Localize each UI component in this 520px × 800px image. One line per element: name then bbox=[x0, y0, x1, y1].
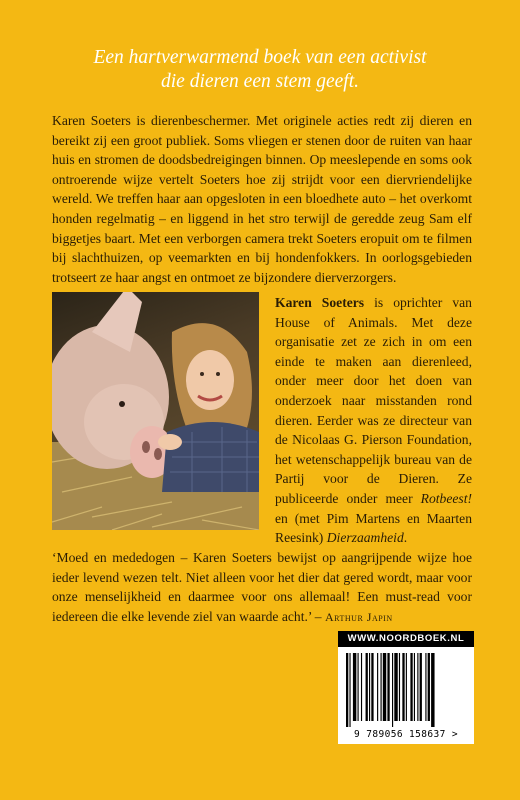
intro-paragraph: Karen Soeters is dierenbeschermer. Met originele acties redt zij dieren en bereikt zij een groot publiek. Soms vliegen er stenen door de ruiten van haar huis en stromen de doodsbedreigingen binnen. Op meeslepende en soms ook ontroerende wijze vertelt Soeters hoe zij strijdt voor een diervriendelijke wereld. We treffen haar aan opgesloten in een bloedhete auto – het overkomt honden regelmatig – en liggend in het stro terwijl de geredde zeug Sam elf biggetjes baart. Met een verborgen camera trekt Soeters eropuit om te filmen bij slachthuizen, op veemarkten en bij hondenfokkers. In oorlogsgebieden trotseert ze haar angst en ontmoet ze bijzondere dierverzorgers. bbox=[52, 113, 472, 285]
tagline bbox=[0, 46, 520, 94]
endorsement-quote bbox=[52, 548, 472, 627]
barcode-bar bbox=[410, 653, 412, 721]
barcode-bar bbox=[417, 653, 418, 721]
bio-text-3: . bbox=[403, 530, 408, 546]
tagline-line-1: Een hartverwarmend boek van een activist bbox=[93, 47, 427, 68]
barcode-bar bbox=[371, 653, 373, 721]
bio-text-2: en (met Pim Martens en Maarten Reesink) bbox=[275, 510, 472, 546]
barcode-bar bbox=[349, 653, 350, 727]
isbn-number: 9 789056 158637 > bbox=[353, 729, 459, 740]
barcode-bar bbox=[377, 653, 378, 721]
quote-author: Arthur Japin bbox=[324, 609, 393, 624]
author-bio bbox=[275, 293, 472, 548]
quote-dash: – bbox=[311, 608, 325, 624]
book-title-1: Rotbeest! bbox=[420, 490, 472, 506]
barcode-bar bbox=[346, 653, 348, 727]
barcode-bar bbox=[361, 653, 362, 721]
author-photo bbox=[52, 292, 259, 530]
barcode-bar bbox=[358, 653, 359, 721]
barcode-bar bbox=[387, 653, 389, 721]
pig-and-woman-illustration bbox=[52, 292, 259, 530]
barcode-bar bbox=[383, 653, 386, 721]
barcode-bar bbox=[353, 653, 356, 721]
publisher-url: WWW.NOORDBOEK.NL bbox=[338, 631, 474, 647]
bio-text-1: is oprichter van House of Animals. Met deze organisatie zet ze zich in om een einde te maken aan dierenleed, onder meer door het doen van onderzoek naar misstanden rond dieren. Eerder was ze directeur van de Nicolaas G. Pierson Foundation, het wetenschappelijk bureau van de Partij voor de Dieren. Ze publiceerde onder meer bbox=[275, 295, 472, 506]
barcode-graphic bbox=[346, 653, 466, 727]
author-name: Karen Soeters bbox=[275, 295, 365, 310]
barcode-bar bbox=[414, 653, 415, 721]
barcode-bar bbox=[402, 653, 404, 721]
barcode-panel bbox=[338, 631, 474, 744]
barcode-bar bbox=[406, 653, 407, 721]
barcode-bar bbox=[431, 653, 434, 727]
barcode-bar bbox=[392, 653, 393, 727]
barcode-bar bbox=[366, 653, 368, 721]
barcode-bar bbox=[420, 653, 422, 721]
barcode-bar bbox=[399, 653, 400, 721]
quote-text: ‘Moed en mededogen – Karen Soeters bewijst op aangrijpende wijze hoe ieder levend wezen telt. Niet alleen voor het dier dat gered wordt, maar voor onze menselijkheid en daarmee voor ons allemaal! Een must-read voor iedereen die elke levende ziel van waarde acht.’ bbox=[52, 550, 472, 624]
barcode-bar bbox=[394, 653, 397, 721]
barcode-bar bbox=[425, 653, 426, 721]
book-title-2: Dierzaamheid bbox=[326, 530, 404, 546]
tagline-line-2: die dieren een stem geeft. bbox=[161, 71, 359, 92]
barcode-bar bbox=[428, 653, 430, 721]
barcode-bar bbox=[381, 653, 382, 721]
barcode-bar bbox=[369, 653, 370, 721]
